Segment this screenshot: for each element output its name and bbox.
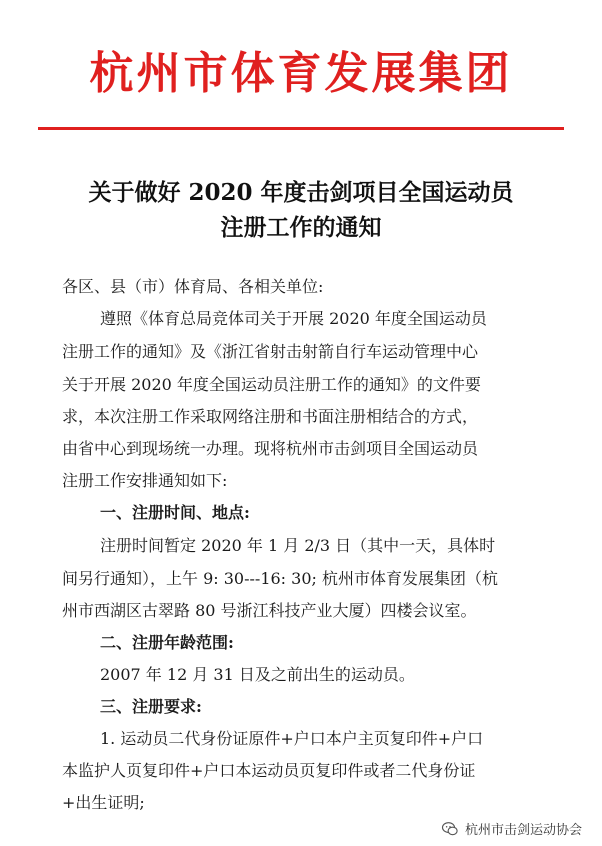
document-title-line-2: 注册工作的通知 <box>220 214 382 241</box>
body-line: 注册时间暂定 2020 年 1 月 2/3 日（其中一天，具体时 <box>100 536 496 555</box>
salutation-line: 各区、县（市）体育局、各相关单位: <box>62 277 324 296</box>
wechat-icon <box>441 820 459 838</box>
body-line: 遵照《体育总局竞体司关于开展 2020 年度全国运动员 <box>100 309 487 328</box>
body-line: 间另行通知），上午 9: 30---16: 30; 杭州市体育发展集团（杭 <box>62 569 498 588</box>
section-heading-requirements: 三、注册要求: <box>100 697 202 716</box>
document-title-line-1: 关于做好 2020 年度击剑项目全国运动员 <box>88 179 514 206</box>
body-line: 关于开展 2020 年度全国运动员注册工作的通知》的文件要 <box>62 375 481 394</box>
body-line: 注册工作的通知》及《浙江省射击射箭自行车运动管理中心 <box>62 342 479 361</box>
body-line: 求，本次注册工作采取网络注册和书面注册相结合的方式， <box>62 407 479 426</box>
watermark-text: 杭州市击剑运动协会 <box>464 823 582 838</box>
section-heading-time-location: 一、注册时间、地点: <box>100 503 250 522</box>
source-watermark <box>441 819 582 838</box>
body-line: 注册工作安排通知如下: <box>62 471 228 490</box>
body-line: +出生证明; <box>62 793 145 812</box>
body-line: 由省中心到现场统一办理。现将杭州市击剑项目全国运动员 <box>62 439 479 458</box>
body-line: 2007 年 12 月 31 日及之前出生的运动员。 <box>100 665 415 684</box>
letterhead-divider <box>38 127 564 130</box>
body-line: 本监护人页复印件+户口本运动员页复印件或者二代身份证 <box>62 761 476 780</box>
body-line: 1. 运动员二代身份证原件+户口本户主页复印件+户口 <box>100 729 484 748</box>
body-line: 州市西湖区古翠路 80 号浙江科技产业大厦）四楼会议室。 <box>62 601 477 620</box>
letterhead-org-name: 杭州市体育发展集团 <box>89 48 513 99</box>
section-heading-age-range: 二、注册年龄范围: <box>100 633 234 652</box>
